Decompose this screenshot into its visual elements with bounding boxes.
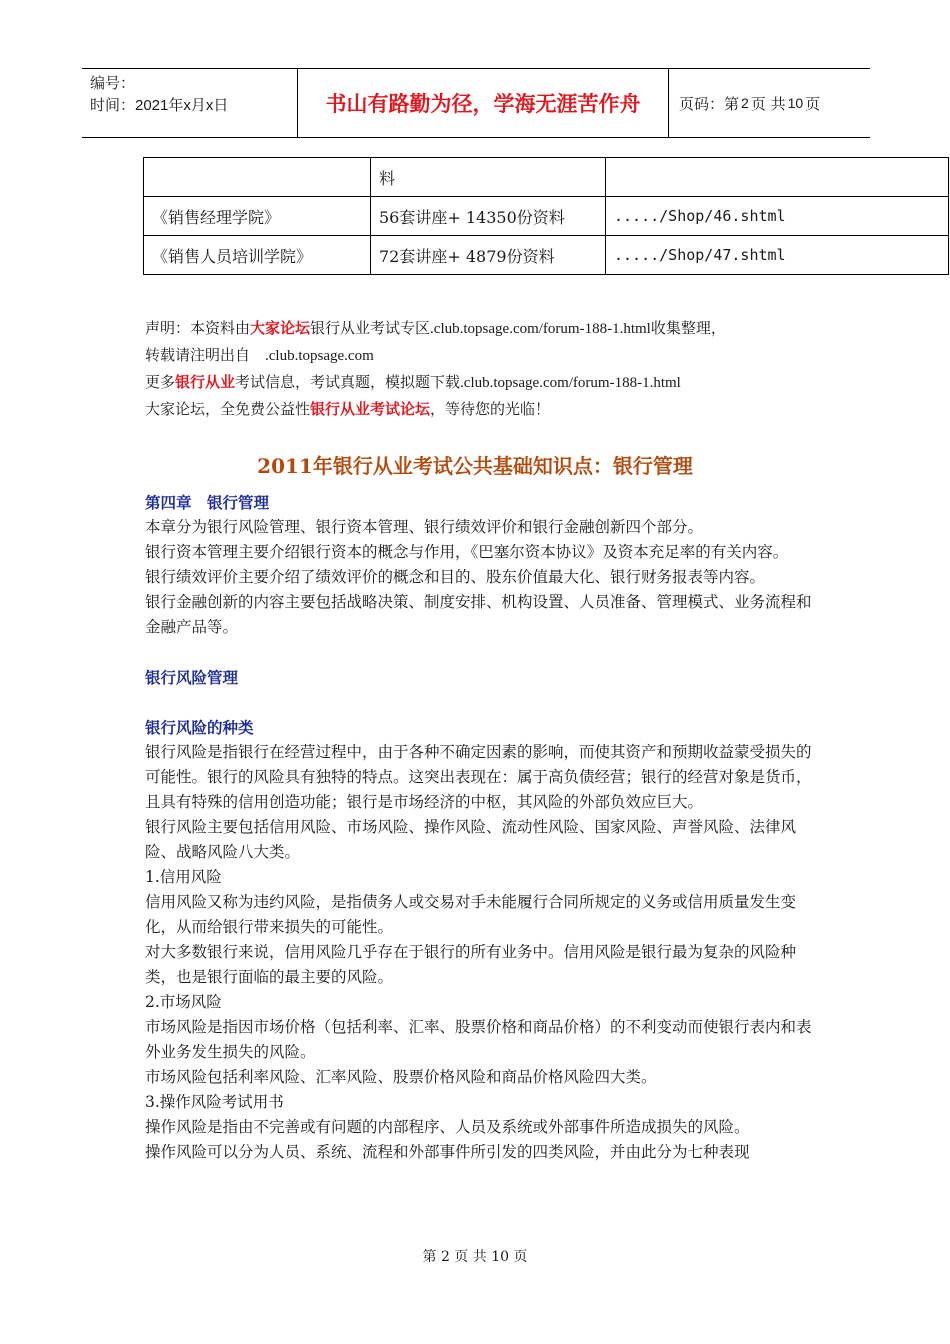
- article-body: [145, 490, 825, 1165]
- table-cell-link[interactable]: ...../Shop/47.shtml: [606, 236, 949, 275]
- chapter-heading: 第四章 银行管理: [145, 493, 270, 512]
- subsection-heading: 银行风险的种类: [145, 718, 254, 737]
- header-page-number: [669, 69, 870, 137]
- table-cell-content: 56套讲座+ 14350份资料: [371, 197, 606, 236]
- table-cell-name: 《销售人员培训学院》: [144, 236, 371, 275]
- paragraph: 银行风险主要包括信用风险、市场风险、操作风险、流动性风险、国家风险、声誉风险、法律风险、战略风险八大类。: [145, 818, 797, 861]
- paragraph: 银行风险是指银行在经营过程中，由于各种不确定因素的影响，而使其资产和预期收益蒙受损失的可能性。银行的风险具有独特的特点。这突出表现在：属于高负债经营；银行的经营对象是货币，且具有特殊的信用创造功能；银行是市场经济的中枢，其风险的外部负效应巨大。: [145, 743, 812, 811]
- resource-table: [143, 157, 949, 275]
- paragraph: 操作风险是指由不完善或有问题的内部程序、人员及系统或外部事件所造成损失的风险。: [145, 1118, 750, 1136]
- paragraph: 操作风险可以分为人员、系统、流程和外部事件所引发的四类风险，并由此分为七种表现: [145, 1143, 750, 1161]
- page-suffix: 页: [805, 94, 821, 113]
- paragraph: 市场风险包括利率风险、汇率风险、股票价格风险和商品价格风险四大类。: [145, 1068, 657, 1086]
- notice-text: ，等待您的光临！: [430, 400, 551, 418]
- notice-line: [145, 342, 845, 369]
- header-meta: [82, 69, 297, 137]
- table-cell-name: [144, 158, 371, 197]
- notice-text: 收集整理，: [650, 319, 726, 337]
- source-notice: [145, 315, 845, 422]
- list-heading: 2.市场风险: [145, 993, 222, 1011]
- paragraph: 本章分为银行风险管理、银行资本管理、银行绩效评价和银行金融创新四个部分。: [145, 518, 704, 536]
- table-cell-name: 《销售经理学院》: [144, 197, 371, 236]
- forum-url-link[interactable]: .club.topsage.com/forum-188-1.html: [430, 321, 651, 337]
- table-cell-content: 72套讲座+ 4879份资料: [371, 236, 606, 275]
- notice-text: 转载请注明出自: [145, 346, 266, 364]
- paragraph: 市场风险是指因市场价格（包括利率、汇率、股票价格和商品价格）的不利变动而使银行表内和表外业务发生损失的风险。: [145, 1018, 812, 1061]
- forum-link[interactable]: 银行从业考试论坛: [310, 400, 431, 418]
- table-row: [144, 197, 949, 236]
- notice-text: 考试信息，考试真题，模拟题下载: [235, 373, 461, 391]
- paragraph: 对大多数银行来说，信用风险几乎存在于银行的所有业务中。信用风险是银行最为复杂的风险种类，也是银行面临的最主要的风险。: [145, 943, 797, 986]
- time-label: 时间：2021年x月x日: [90, 97, 229, 114]
- topic-link[interactable]: 银行从业: [175, 373, 236, 391]
- page-total: 10: [787, 95, 804, 111]
- notice-text: 大家论坛，全免费公益性: [145, 400, 311, 418]
- number-label: 编号：: [90, 75, 136, 92]
- notice-text: 更多: [145, 373, 176, 391]
- table-cell-link: [606, 158, 949, 197]
- download-url-link[interactable]: .club.topsage.com/forum-188-1.html: [460, 375, 681, 391]
- forum-name-link[interactable]: 大家论坛: [250, 319, 311, 337]
- paragraph: 银行金融创新的内容主要包括战略决策、制度安排、机构设置、人员准备、管理模式、业务流程和金融产品等。: [145, 593, 812, 636]
- page-current: 2: [741, 95, 749, 111]
- section-heading: 银行风险管理: [145, 668, 239, 687]
- site-url-link[interactable]: .club.topsage.com: [265, 348, 374, 364]
- notice-line: [145, 315, 845, 342]
- page-prefix: 页码：第: [679, 94, 740, 113]
- list-heading: 1.信用风险: [145, 868, 222, 886]
- paragraph: 信用风险又称为违约风险，是指债务人或交易对手未能履行合同所规定的义务或信用质量发生变化，从而给银行带来损失的可能性。: [145, 893, 797, 936]
- table-row: [144, 236, 949, 275]
- notice-line: [145, 396, 845, 422]
- article-title: 2011年银行从业考试公共基础知识点：银行管理: [257, 454, 693, 478]
- page-middle: 页 共: [750, 94, 786, 113]
- notice-text: 声明：本资料由: [145, 319, 251, 337]
- page-header: [82, 68, 870, 138]
- table-cell-content: 料: [371, 158, 606, 197]
- page-footer: 第 2 页 共 10 页: [422, 1249, 528, 1265]
- table-row: [144, 158, 949, 197]
- notice-line: [145, 369, 845, 396]
- paragraph: 银行资本管理主要介绍银行资本的概念与作用，《巴塞尔资本协议》及资本充足率的有关内容。: [145, 543, 789, 561]
- table-cell-link[interactable]: ...../Shop/46.shtml: [606, 197, 949, 236]
- paragraph: 银行绩效评价主要介绍了绩效评价的概念和目的、股东价值最大化、银行财务报表等内容。: [145, 568, 766, 586]
- header-motto: 书山有路勤为径，学海无涯苦作舟: [297, 69, 669, 137]
- list-heading: 3.操作风险考试用书: [145, 1093, 284, 1111]
- notice-text: 银行从业考试专区: [310, 319, 431, 337]
